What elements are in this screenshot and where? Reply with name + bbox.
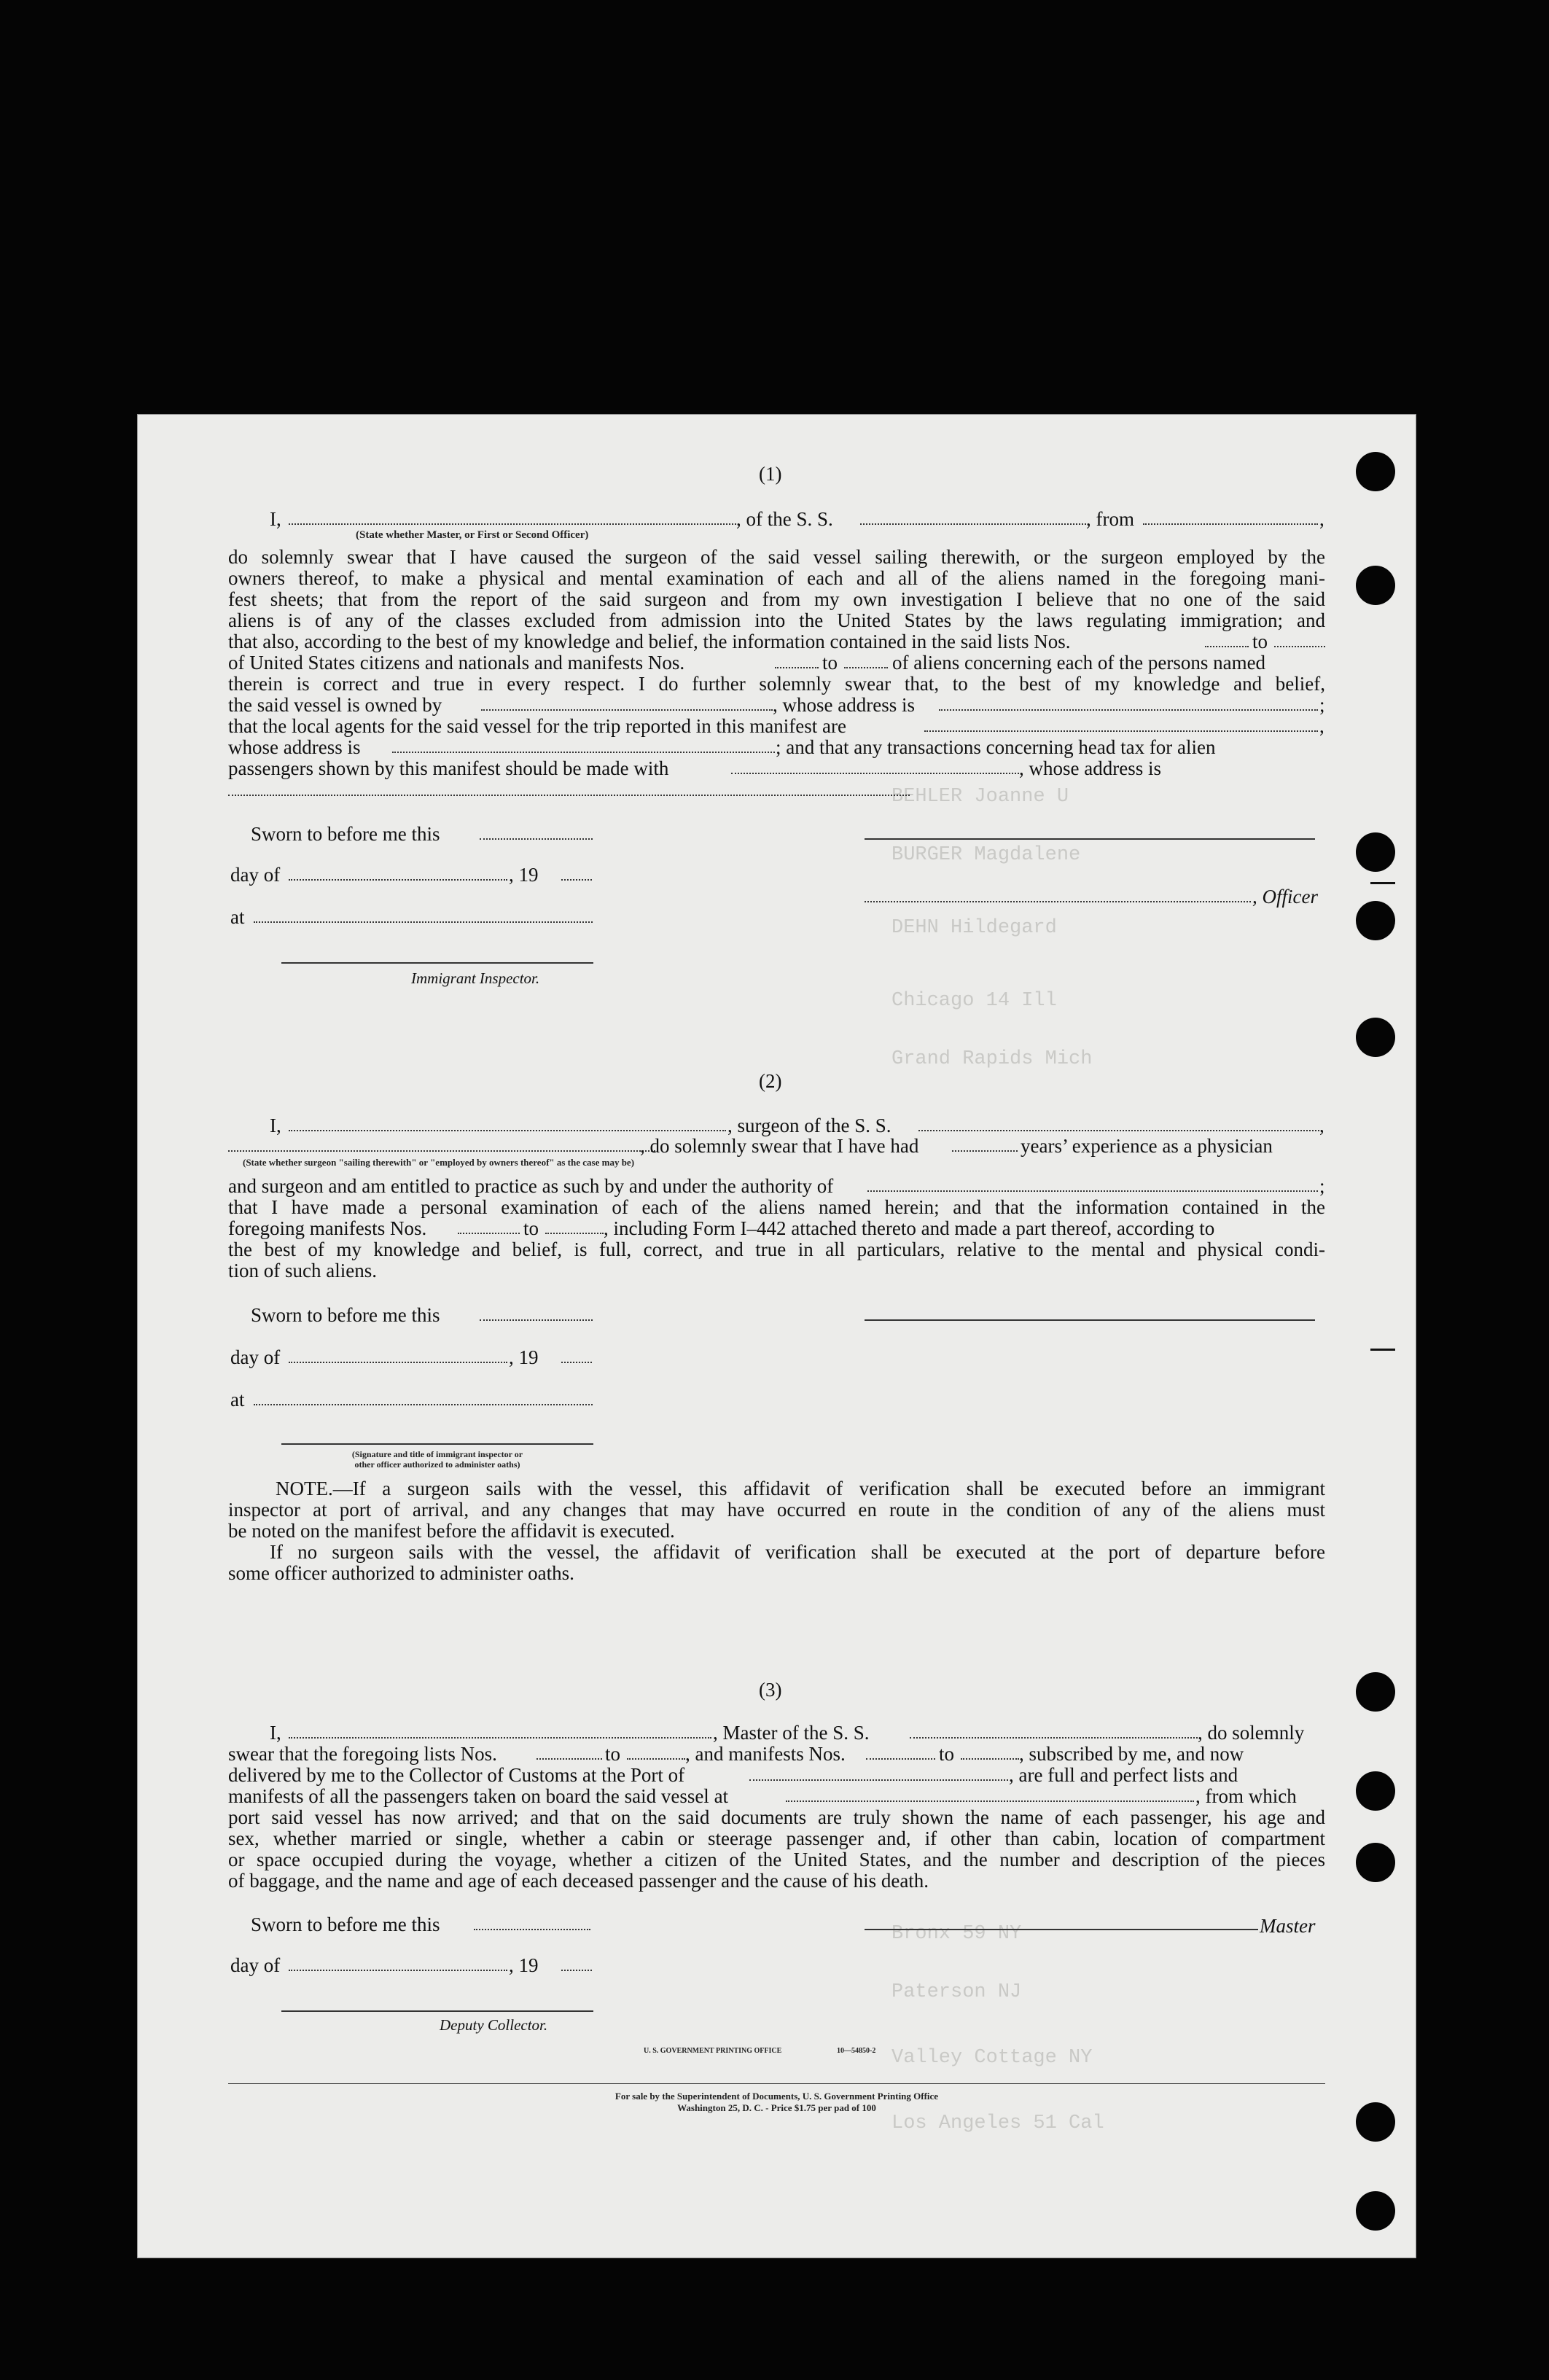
sec3-manifest-to-field[interactable] [961,1758,1019,1760]
sec3-list-from-field[interactable] [537,1758,602,1760]
sec1-year-field[interactable] [561,879,592,881]
punch-hole [1356,566,1395,605]
signature-title-note-1: (Signature and title of immigrant inspector or [351,1449,523,1459]
sec3-label-i: I, [270,1722,281,1744]
sec2-sworn-label: Sworn to before me this [251,1304,440,1326]
sec2-at-label: at [230,1389,245,1411]
sec3-list-to-field[interactable] [627,1758,685,1760]
note-line: some officer authorized to administer oaths. [228,1562,574,1584]
sec3-day-field[interactable] [289,1970,507,1971]
sec1-at-field[interactable] [254,921,593,923]
sec2-dayof-label: day of [230,1346,281,1368]
sec1-sworn-label: Sworn to before me this [251,823,440,845]
note-line: be noted on the manifest before the affidavit is executed. [228,1520,675,1542]
sec3-year-label: , 19 [509,1954,539,1976]
officer-name-field[interactable] [289,523,736,525]
inspector-signature-line[interactable] [281,962,593,964]
sec1-line: to [822,652,838,674]
sec3-line: of baggage, and the name and age of each deceased passenger and the cause of his death. [228,1870,929,1892]
sec3-line: , and manifests Nos. [685,1743,846,1765]
address-continuation-field[interactable] [228,795,910,796]
sec2-line: that I have made a personal examination of each of the aliens named herein; and that the information contained in the [228,1196,1325,1218]
sec1-at-label: at [230,906,245,928]
surgeon-name-field[interactable] [289,1130,726,1131]
sec1-line: do solemnly swear that I have caused the surgeon of the said vessel sailing therewith, or the surgeon employed by the [228,546,1325,568]
sec2-line: and surgeon and am entitled to practice as such by and under the authority of [228,1175,834,1197]
sec3-line: delivered by me to the Collector of Customs at the Port of [228,1764,685,1786]
sec3-line: sex, whether married or single, whether a cabin or steerage passenger and, if other than cabin, location of compartment [228,1827,1325,1849]
form-code: 10—54850-2 [837,2047,876,2055]
officer-signature-line[interactable] [865,838,1315,840]
sec1-from-field[interactable] [1143,523,1318,525]
sec2-swear-label: , do solemnly swear that I have had [640,1135,919,1157]
sec3-manifest-from-field[interactable] [866,1758,935,1760]
officer-label: , Officer [1252,886,1318,908]
sec3-line: , from which [1195,1785,1297,1807]
sec2-comma: , [1319,1115,1324,1136]
sec1-line: therein is correct and true in every respect. I do further solemnly swear that, to the best of my knowledge and belief, [228,673,1325,695]
sec3-label-master: , Master of the S. S. [713,1722,870,1744]
note-line: inspector at port of arrival, and any changes that may have occurred en route in the condition of any of the aliens must [228,1499,1325,1521]
sec3-line: or space occupied during the voyage, whether a citizen of the United States, and the number and description of the pieces [228,1849,1325,1870]
sec1-line: ; and that any transactions concerning head tax for alien [776,736,1216,758]
deputy-collector-signature-line[interactable] [281,2010,593,2012]
master-signature-line[interactable] [865,1929,1258,1930]
sec2-line: foregoing manifests Nos. [228,1217,427,1239]
years-experience-field[interactable] [952,1150,1018,1152]
owner-address-field[interactable] [939,709,1318,711]
head-tax-contact-field[interactable] [731,773,1019,774]
punch-hole [1356,832,1395,872]
sec1-label-i: I, [270,508,281,530]
sec1-line: of United States citizens and nationals and manifests Nos. [228,652,685,674]
alien-manifest-from-field[interactable] [775,667,819,668]
sec3-year-field[interactable] [561,1970,592,1971]
surgeon-signature-line[interactable] [865,1319,1315,1321]
sec1-dayof-label: day of [230,864,281,886]
master-name-field[interactable] [289,1737,711,1739]
sec2-vessel-field[interactable] [918,1130,1319,1131]
sec2-line: tion of such aliens. [228,1260,377,1281]
agents-address-field[interactable] [392,752,775,753]
note-line: NOTE.—If a surgeon sails with the vessel, this affidavit of verification shall be executed before an immigrant [276,1478,1325,1499]
sec3-line: manifests of all the passengers taken on board the said vessel at [228,1785,729,1807]
sec2-year-field[interactable] [561,1362,592,1363]
sec2-line: , including Form I–442 attached thereto and made a part thereof, according to [604,1217,1215,1239]
owner-field[interactable] [481,709,773,711]
sec2-year-label: , 19 [509,1346,539,1368]
port-of-field[interactable] [749,1779,1008,1781]
sec3-sworn-date-field[interactable] [474,1929,590,1930]
sec3-swear-label: , do solemnly [1198,1722,1305,1744]
sec3-line: , are full and perfect lists and [1009,1764,1238,1786]
sec1-line: the said vessel is owned by [228,694,442,716]
sec3-line: port said vessel has now arrived; and that on the said documents are truly shown the name of each passenger, his age and [228,1806,1325,1828]
sale-notice-2: Washington 25, D. C. - Price $1.75 per pad of 100 [677,2102,876,2113]
sale-notice-1: For sale by the Superintendent of Documents, U. S. Government Printing Office [614,2091,939,2102]
section-3-number: (3) [759,1679,782,1701]
section-2-number: (2) [759,1070,782,1092]
punch-hole [1356,452,1395,491]
note-line: If no surgeon sails with the vessel, the affidavit of verification shall be executed at the port of departure before [270,1541,1325,1563]
sec3-line: , subscribed by me, and now [1019,1743,1244,1765]
sec1-comma: , [1319,508,1324,530]
sec2-line: to [523,1217,539,1239]
officer-title-field[interactable] [865,901,1251,902]
sec1-line: of aliens concerning each of the persons named [892,652,1266,674]
sec3-vessel-field[interactable] [910,1737,1198,1739]
sec1-label-of-ss: , of the S. S. [736,508,833,530]
sec2-label-i: I, [270,1115,281,1136]
sec1-line: , whose address is [773,694,915,716]
immigrant-inspector-label: Immigrant Inspector. [411,969,540,987]
sec1-line: whose address is [228,736,361,758]
sec1-line: , [1319,715,1324,737]
sec2-manifest-from-field[interactable] [458,1233,520,1234]
sec3-line: swear that the foregoing lists Nos. [228,1743,497,1765]
sec1-vessel-field[interactable] [860,523,1086,525]
punch-hole [1356,1018,1395,1057]
master-label: Master [1260,1915,1316,1937]
sec3-sworn-label: Sworn to before me this [251,1913,440,1935]
citizen-list-to-field[interactable] [1274,646,1325,647]
surgeon-status-note: (State whether surgeon "sailing therewith" or "employed by owners thereof" as the case may be) [243,1157,635,1168]
gpo-imprint: U. S. GOVERNMENT PRINTING OFFICE [644,2047,782,2055]
sec2-line: ; [1319,1175,1325,1197]
sec3-dayof-label: day of [230,1954,281,1976]
sec1-line: that also, according to the best of my knowledge and belief, the information contained in the said lists Nos. [228,631,1071,652]
alien-manifest-to-field[interactable] [844,667,888,668]
punch-hole [1356,1771,1395,1811]
punch-hole [1356,1843,1395,1882]
sec2-line: the best of my knowledge and belief, is full, correct, and true in all particulars, relative to the mental and physical condi- [228,1238,1325,1260]
section-1-number: (1) [759,463,782,485]
sec2-label-surgeon: , surgeon of the S. S. [727,1115,891,1136]
sec2-manifest-to-field[interactable] [545,1233,604,1234]
agents-field[interactable] [924,730,1318,732]
oath-officer-signature-line[interactable] [281,1443,593,1445]
sec1-line: aliens is of any of the classes excluded from admission into the United States by the laws regulating immigration; and [228,609,1325,631]
punch-hole [1356,2102,1395,2142]
sec2-day-field[interactable] [289,1362,507,1363]
footer-rule [228,2083,1325,2084]
port-of-departure-field[interactable] [786,1800,1194,1802]
deputy-collector-label: Deputy Collector. [440,2016,548,2034]
years-label: years’ experience as a physician [1021,1135,1273,1157]
sec1-line: ; [1319,694,1325,716]
sec3-line: to [939,1743,955,1765]
sec1-line: owners thereof, to make a physical and mental examination of each and all of the aliens named in the foregoing mani- [228,567,1325,589]
officer-rank-note: (State whether Master, or First or Second Officer) [356,529,589,541]
manifest-affidavit-sheet: BEHLER Joanne U BURGER Magdalene DEHN Hildegard Chicago 14 Ill Grand Rapids Mich Bronx 59 NY Paterson NJ Valley Cottage NY Los Angeles 51 Cal (1) I, , of the S. S. , from , (State whether Master, or First or Second Officer) do solemnly swear that I have caused the surgeon of the said vessel sailing therewith, or the surgeon employed by the owners thereof, to make a physical and mental examination of each and all of the aliens named in the foregoing mani- fest sheets; that from the report of the said surgeon and from my own investigation I believe that no one of the said aliens is of any of the classes excluded from admission into the United States by the laws regulating immigration; and that also, according to the best of my knowledge and belief, the information contained in the said lists Nos. to of United States citizens and nationals and manifests Nos. to of aliens concerning each of the persons named therein is correct and true in every respect. I do further solemnly swear that, to the best of my knowledge and belief, the said vessel is owned by , whose address is ; that the local agents for the said vessel for the trip reported in this manifest are , whose address is ; and that any transactions concerning head tax for alien passengers shown by this manifest should be made with , whose address is Sworn to before me this day of , 19 , Officer at Immigrant Inspector. (2) I, , surgeon of the S. S. , , do solemnly swear that I have had years’ experience as a physician (State whether surgeon "sailing therewith" or "employed by owners thereof" as the case may be) and surgeon and am entitled to practice as such by and under the authority of ; that I have made a personal examination of each of the aliens named herein; and that the information contained in the foregoing manifests Nos. to , including Form I–442 attached thereto and made a part thereof, according to the best of my knowledge and belief, is full, correct, and true in all particulars, relative to the mental and physical condi- tion of such aliens. Sworn to before me this day of , 19 at (Signature and title of immigrant inspector or other officer authorized to administer oaths) NOTE.—If a surgeon sails with the vessel, this affidavit of verification shall be executed before an immigrant inspector at port of arrival, and any changes that may have occurred en route in the condition of any of the aliens must be noted on the manifest before the affidavit is executed. If no surgeon sails with the vessel, the affidavit of verification shall be executed at the port of departure before some officer authorized to administer oaths. (3) I, , Master of the S. S. , do solemnly swear that the foregoing lists Nos. to , and manifests Nos. to , subscribed by me, and now delivered by me to the Collector of Customs at the Port of , are full and perfect lists and manifests of all the passengers taken on board the said vessel at , from which port said vessel has now arrived; and that on the said documents are truly shown the name of each passenger, his age and sex, whether married or single, whether a cabin or steerage passenger and, if other than cabin, location of compartment or space occupied during the voyage, whether a citizen of the United States, and the number and description of the pieces of baggage, and the name and age of each deceased passenger and the cause of his death. Sworn to before me this Master day of , 19 Deputy Collector. U. S. GOVERNMENT PRINTING OFFICE 10—54850-2 For sale by the Superintendent of Documents, U. S. Government Printing Office Washington 25, D. C. - Price $1.75 per pad of 100 [137,414,1416,2258]
sec1-line: that the local agents for the said vessel for the trip reported in this manifest are [228,715,846,737]
authority-field[interactable] [867,1190,1318,1192]
punch-hole [1356,2191,1395,2231]
citizen-list-from-field[interactable] [1205,646,1249,647]
edge-mark [1370,882,1395,884]
sec1-line: passengers shown by this manifest should be made with [228,757,669,779]
sec1-sworn-date-field[interactable] [480,838,593,840]
sec1-day-field[interactable] [289,879,507,881]
edge-mark [1370,1349,1395,1351]
surgeon-status-field[interactable] [228,1150,658,1152]
signature-title-note-2: other officer authorized to administer oaths) [354,1459,520,1470]
punch-hole [1356,901,1395,940]
sec1-year-label: , 19 [509,864,539,886]
sec1-label-from: , from [1086,508,1134,530]
sec2-at-field[interactable] [254,1404,593,1405]
sec1-line: to [1252,631,1268,652]
sec3-line: to [605,1743,621,1765]
sec1-line: fest sheets; that from the report of the said surgeon and from my own investigation I believe that no one of the said [228,588,1325,610]
punch-hole [1356,1672,1395,1712]
sec1-line: , whose address is [1019,757,1161,779]
sec2-sworn-date-field[interactable] [480,1319,593,1321]
